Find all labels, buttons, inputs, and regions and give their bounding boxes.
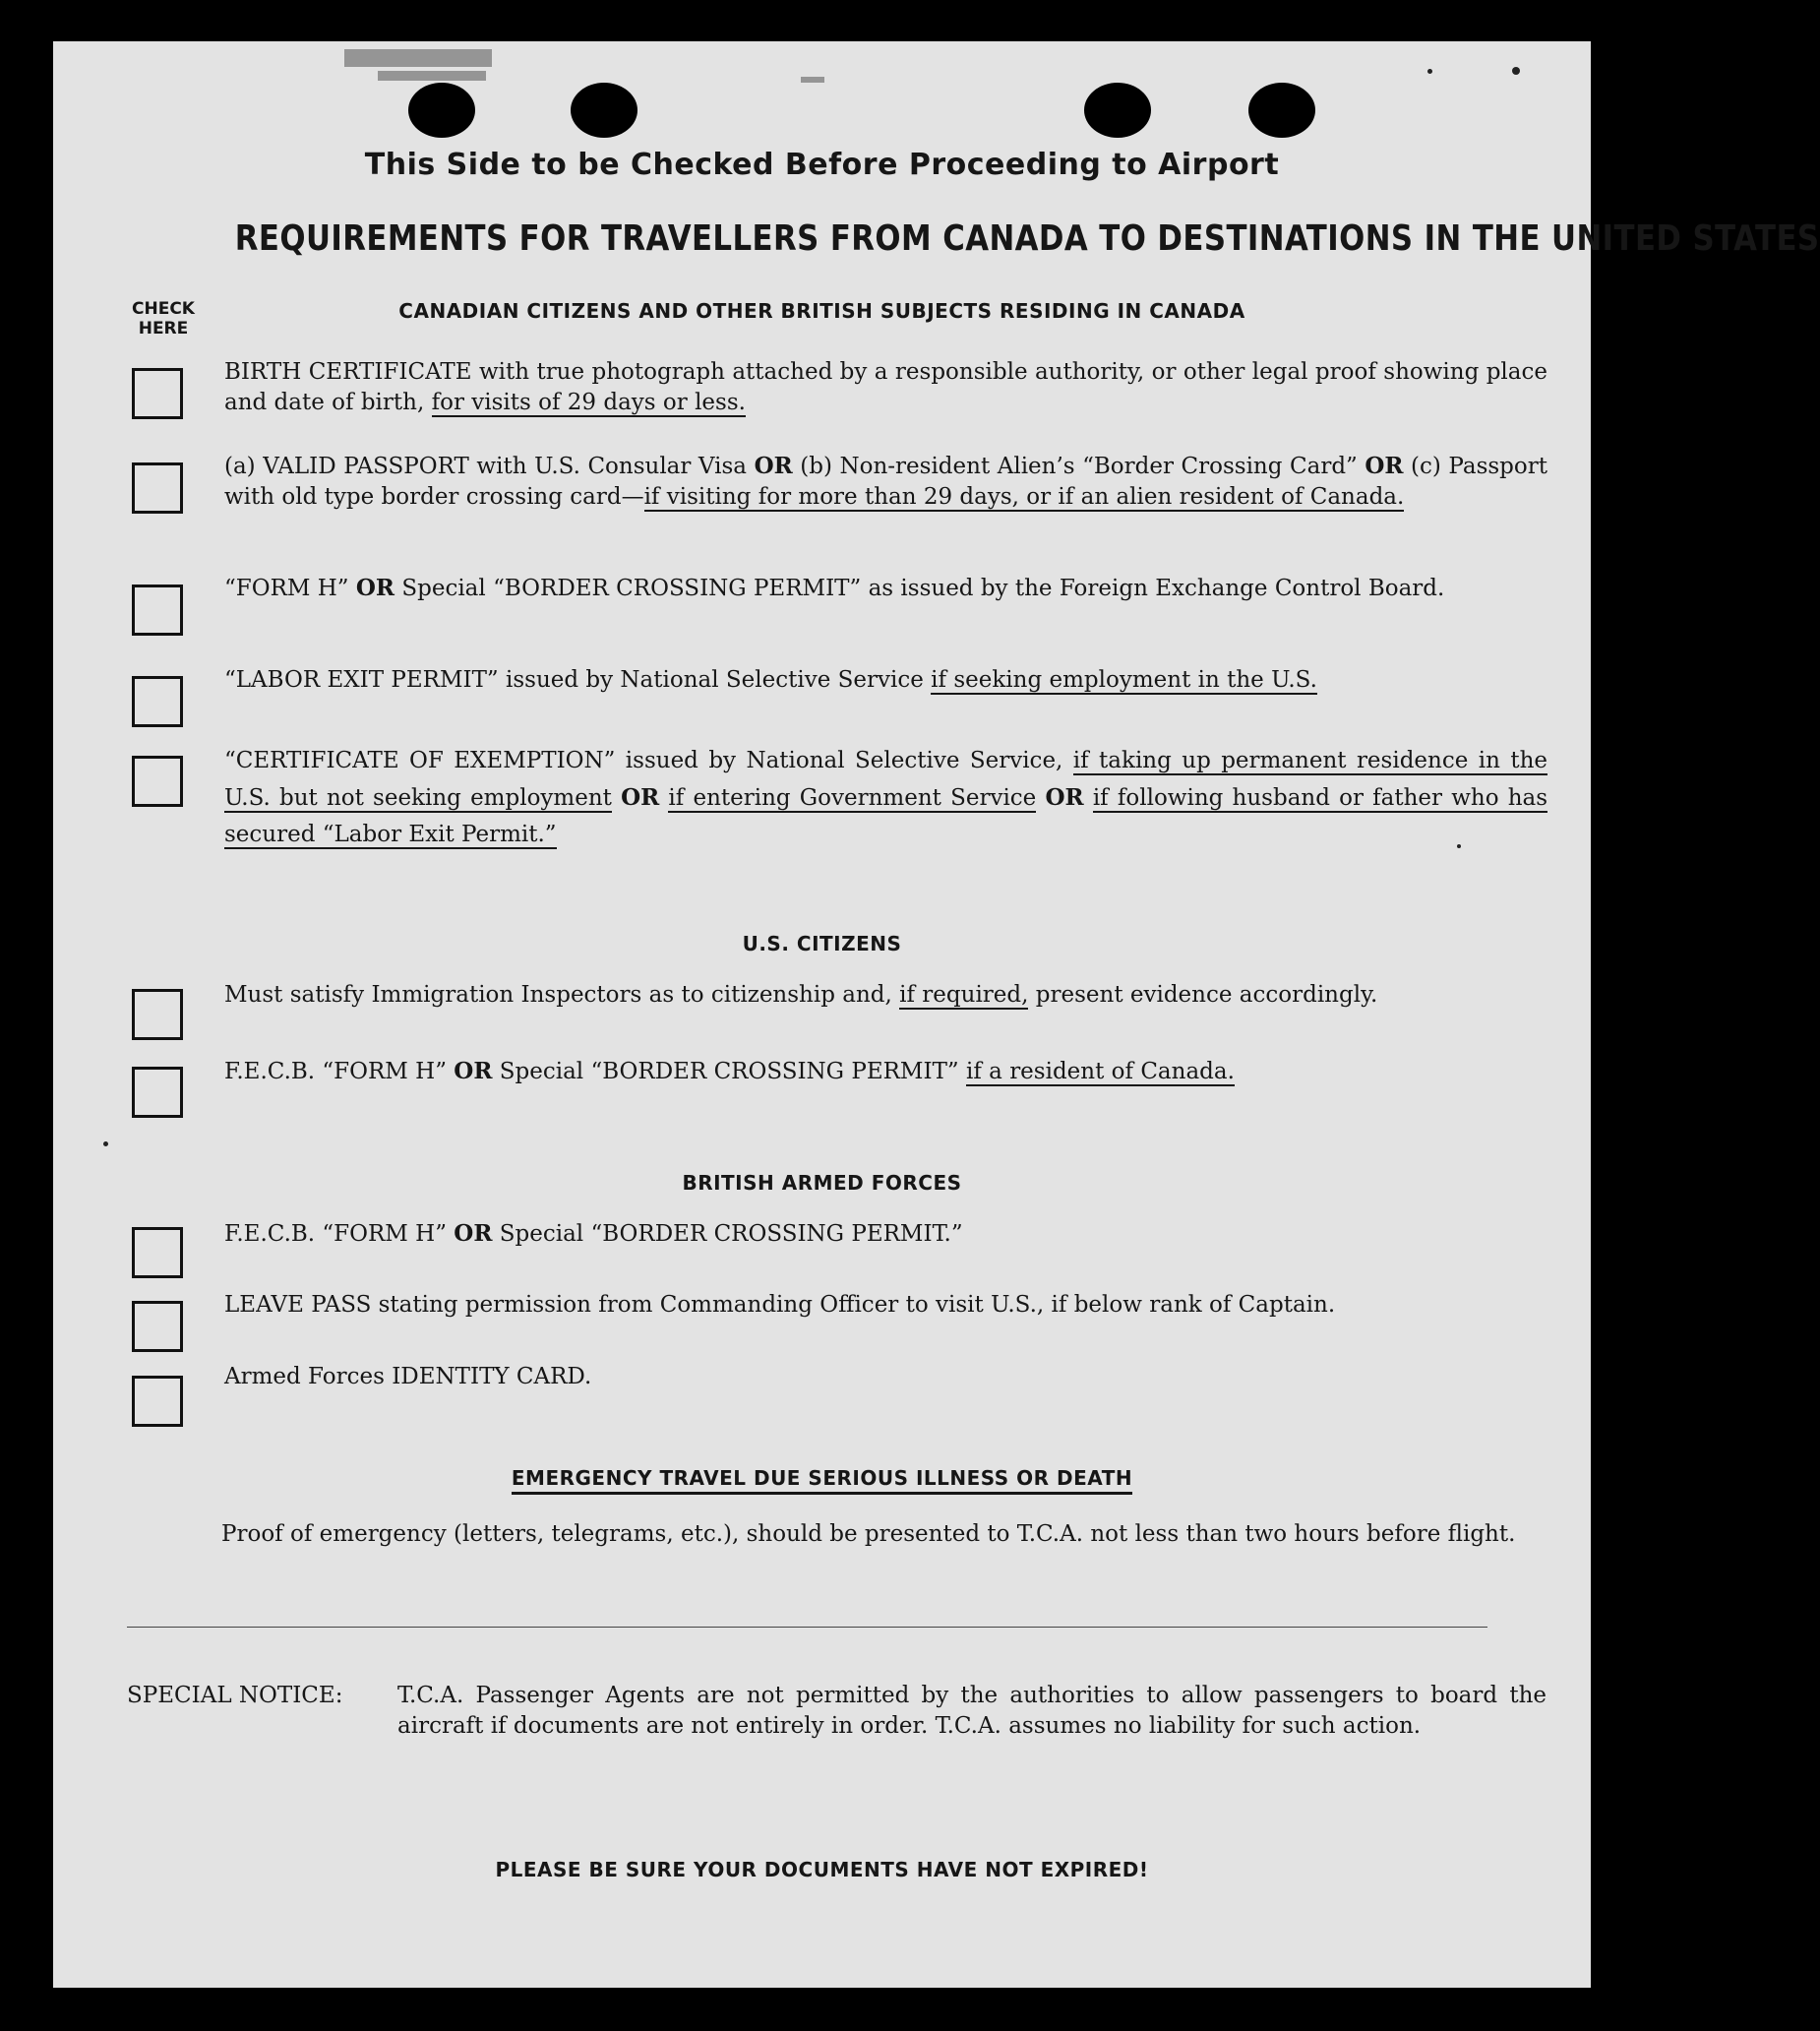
page-subtitle: This Side to be Checked Before Proceeding to Airport <box>364 148 1280 182</box>
requirement-text: Special “BORDER CROSSING PERMIT” <box>492 1059 966 1084</box>
special-notice-label: SPECIAL NOTICE: <box>127 1683 343 1708</box>
underlined-condition: if seeking employment in the U.S. <box>931 667 1317 693</box>
speck <box>1427 69 1432 74</box>
checkbox-birth-certificate[interactable] <box>132 368 183 419</box>
requirement-text: “FORM H” <box>224 576 356 601</box>
checkbox-valid-passport[interactable] <box>132 462 183 514</box>
speck <box>103 1141 108 1146</box>
requirement-british-form-h <box>224 1218 1547 1250</box>
requirement-text: Special “BORDER CROSSING PERMIT.” <box>492 1221 963 1247</box>
requirement-text <box>1084 785 1093 811</box>
or-keyword: OR <box>1045 784 1084 811</box>
requirement-us-form-h <box>224 1056 1547 1087</box>
section-heading-emergency <box>53 1466 1591 1490</box>
requirement-form-h <box>224 573 1547 604</box>
page-title: REQUIREMENTS FOR TRAVELLERS FROM CANADA TO DESTINATIONS IN THE UNITED STATES <box>234 218 1820 259</box>
underlined-condition: for visits of 29 days or less. <box>431 390 746 415</box>
checkbox-british-form-h[interactable] <box>132 1227 183 1278</box>
or-keyword: OR <box>621 784 660 811</box>
requirement-text: present evidence accordingly. <box>1028 982 1378 1008</box>
special-notice-text: T.C.A. Passenger Agents are not permitted by the authorities to allow passengers to board the aircraft if documents are not entirely in order. T.C.A. assumes no liability for such action. <box>397 1683 1547 1739</box>
punch-hole <box>1084 83 1151 138</box>
requirement-labor-exit-permit <box>224 665 1547 696</box>
section-heading-us: U.S. CITIZENS <box>742 932 902 955</box>
requirement-certificate-exemption <box>224 743 1547 853</box>
divider <box>127 1627 1487 1628</box>
section-heading-british: BRITISH ARMED FORCES <box>682 1171 962 1195</box>
underlined-condition: if entering Government Service <box>668 785 1037 811</box>
requirement-text: (c) Passport with old type border crossing card— <box>224 454 1547 510</box>
requirement-text: “CERTIFICATE OF EXEMPTION” issued by National Selective Service, <box>224 748 1073 773</box>
checkbox-labor-exit-permit[interactable] <box>132 676 183 727</box>
checkbox-us-form-h[interactable] <box>132 1067 183 1118</box>
requirement-identity-card <box>224 1362 1547 1392</box>
speck <box>1512 67 1520 75</box>
or-keyword: OR <box>454 1220 493 1247</box>
or-keyword: OR <box>1365 453 1404 479</box>
requirement-birth-certificate <box>224 357 1547 418</box>
checkbox-satisfy-inspectors[interactable] <box>132 989 183 1040</box>
or-keyword: OR <box>754 453 793 479</box>
check-here-line-1: CHECK <box>132 299 195 319</box>
requirement-text: “LABOR EXIT PERMIT” issued by National Selective Service <box>224 667 932 693</box>
underlined-condition: if required, <box>899 982 1029 1008</box>
requirement-valid-passport <box>224 451 1547 513</box>
requirement-leave-pass <box>224 1290 1547 1321</box>
checkbox-form-h[interactable] <box>132 585 183 636</box>
requirement-text: (b) Non-resident Alien’s “Border Crossing Card” <box>792 454 1365 479</box>
section-heading-canadian: CANADIAN CITIZENS AND OTHER BRITISH SUBJECTS RESIDING IN CANADA <box>398 299 1245 323</box>
requirement-text: BIRTH CERTIFICATE with true photograph attached by a responsible authority, or other legal proof showing place and date of birth, <box>224 359 1547 415</box>
punch-hole <box>1248 83 1315 138</box>
emergency-text: Proof of emergency (letters, telegrams, etc.), should be presented to T.C.A. not less than two hours before flight. <box>221 1521 1516 1547</box>
or-keyword: OR <box>454 1058 493 1084</box>
requirement-text: Armed Forces IDENTITY CARD. <box>224 1364 592 1389</box>
requirement-text: LEAVE PASS stating permission from Commanding Officer to visit U.S., if below rank of Captain. <box>224 1292 1336 1318</box>
stamp-smudge <box>801 77 824 83</box>
or-keyword: OR <box>355 575 395 601</box>
emergency-heading-text: EMERGENCY TRAVEL DUE SERIOUS ILLNESS OR DEATH <box>512 1466 1132 1495</box>
stamp-smudge <box>378 71 486 81</box>
checkbox-leave-pass[interactable] <box>132 1301 183 1352</box>
requirement-text: Must satisfy Immigration Inspectors as to citizenship and, <box>224 982 900 1008</box>
requirement-text <box>612 785 621 811</box>
underlined-condition: if visiting for more than 29 days, or if an alien resident of Canada. <box>643 484 1405 510</box>
punch-hole <box>408 83 475 138</box>
document-page <box>53 41 1820 1988</box>
underlined-condition: if taking up permanent residence in the U.S. but not seeking employment <box>224 748 1547 811</box>
requirement-text: (a) VALID PASSPORT with U.S. Consular Visa <box>224 454 755 479</box>
stamp-smudge <box>344 49 492 67</box>
footer-warning: PLEASE BE SURE YOUR DOCUMENTS HAVE NOT EXPIRED! <box>495 1858 1149 1881</box>
requirement-text: F.E.C.B. “FORM H” <box>224 1221 455 1247</box>
underlined-condition: if following husband or father who has secured “Labor Exit Permit.” <box>224 785 1548 847</box>
underlined-condition: if a resident of Canada. <box>965 1059 1235 1084</box>
check-here-line-2: HERE <box>138 319 189 338</box>
requirement-satisfy-inspectors <box>224 980 1547 1011</box>
requirement-text: Special “BORDER CROSSING PERMIT” as issued by the Foreign Exchange Control Board. <box>394 576 1445 601</box>
punch-hole <box>571 83 637 138</box>
checkbox-certificate-exemption[interactable] <box>132 756 183 807</box>
checkbox-identity-card[interactable] <box>132 1376 183 1427</box>
requirement-text: F.E.C.B. “FORM H” <box>224 1059 455 1084</box>
